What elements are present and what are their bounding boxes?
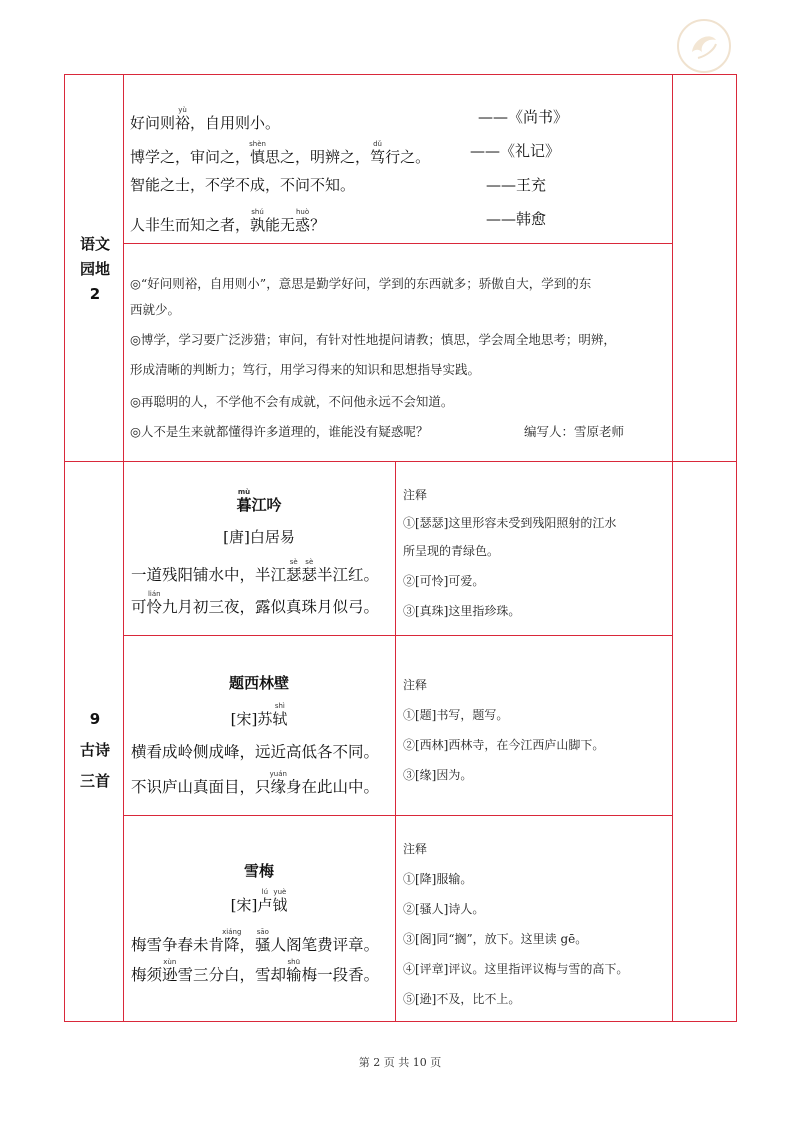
grid-line — [123, 243, 672, 244]
grid-line — [395, 461, 396, 1021]
poem-line: 横看成岭侧成峰，远近高低各不同。 — [131, 743, 380, 761]
annotated-char: 惑huò — [295, 208, 311, 234]
pinyin-annotation: huò — [295, 208, 311, 216]
poem-line: 可怜lián九月初三夜，露似真珠月似弓。 — [131, 590, 380, 616]
note-item: ①[降]服输。 — [403, 872, 473, 886]
pinyin-annotation: xiáng — [222, 928, 242, 936]
pinyin-annotation: mù — [236, 488, 252, 496]
annotated-char: 钺yuè — [272, 888, 288, 914]
unit-label-line: 9 — [89, 710, 101, 728]
annotated-char: 输shū — [286, 958, 302, 984]
annotated-char: 缘yuán — [269, 770, 287, 796]
poem-title: 题西林壁 — [228, 674, 289, 692]
note-item: 所呈现的青绿色。 — [403, 544, 500, 558]
pinyin-annotation: yù — [175, 106, 191, 114]
explanation-line: ◎“好问则裕，自用则小”，意思是勤学好问，学到的东西就多；骄傲自大，学到的东 — [130, 276, 592, 291]
annotated-char: 卢lú — [257, 888, 273, 914]
explanation-line: ◎博学，学习要广泛涉猎；审问，有针对性地提问请教；慎思，学会周全地思考；明辨， — [130, 332, 616, 347]
unit-label-gushisanshou — [66, 704, 124, 797]
annotated-char: 骚sāo — [255, 928, 271, 954]
quote-line: 博学之，审问之，慎shèn思之，明辨之，笃dǔ行之。 — [130, 140, 431, 166]
pinyin-annotation: shèn — [249, 140, 266, 148]
annotated-char: 裕yù — [175, 106, 191, 132]
unit-label-line: 2 — [89, 285, 101, 303]
pinyin-annotation: yuè — [272, 888, 288, 896]
unit-label-line: 三首 — [79, 772, 110, 790]
annotated-char: 降xiáng — [222, 928, 242, 954]
unit-label-line: 语文 — [79, 235, 110, 253]
note-item: ②[骚人]诗人。 — [403, 902, 485, 916]
note-item: ②[西林]西林寺，在今江西庐山脚下。 — [403, 738, 605, 752]
page-number-footer: 第 2 页 共 10 页 — [358, 1056, 442, 1069]
grid-line — [123, 635, 672, 636]
unit-label-yuwenyuandi — [66, 232, 124, 307]
pinyin-annotation: dǔ — [370, 140, 386, 148]
annotated-char: 慎shèn — [249, 140, 266, 166]
pinyin-annotation: yuán — [269, 770, 287, 778]
annotated-char: 逊xùn — [162, 958, 178, 984]
poem-title: 雪梅 — [243, 862, 274, 880]
unit-label-line: 古诗 — [79, 741, 110, 759]
grid-line — [123, 815, 672, 816]
note-item: ③[缘]因为。 — [403, 768, 473, 782]
editor-credit: 编写人：雪原老师 — [524, 424, 625, 439]
annotated-char: 笃dǔ — [370, 140, 386, 166]
note-item: ④[评章]评议。这里指评议梅与雪的高下。 — [403, 962, 629, 976]
annotated-char: 暮mù — [236, 488, 252, 514]
quote-source: ——王充 — [486, 176, 547, 194]
poem-line: 不识庐山真面目，只缘yuán身在此山中。 — [131, 770, 380, 796]
notes-title: 注释 — [403, 678, 428, 692]
pinyin-annotation: shì — [272, 702, 288, 710]
explanation-line: 西就少。 — [130, 302, 181, 317]
pinyin-annotation: sāo — [255, 928, 271, 936]
quote-source: ——韩愈 — [486, 210, 547, 228]
grid-line — [672, 75, 673, 1021]
explanation-line: ◎再聪明的人，不学他不会有成就，不问他永远不会知道。 — [130, 394, 454, 409]
poem-author: [宋]卢lú钺yuè — [230, 888, 288, 914]
annotated-char: 怜lián — [146, 590, 163, 616]
explanation-line: 形成清晰的判断力；笃行，用学习得来的知识和思想指导实践。 — [130, 362, 481, 377]
quote-source: ——《尚书》 — [478, 108, 569, 126]
note-item: ③[真珠]这里指珍珠。 — [403, 604, 521, 618]
annotated-char: 瑟sè — [286, 558, 302, 584]
quote-line: 好问则裕yù，自用则小。 — [130, 106, 281, 132]
notes-title: 注释 — [403, 488, 428, 502]
watermark-logo-icon — [676, 18, 732, 74]
poem-line: 梅须逊xùn雪三分白，雪却输shū梅一段香。 — [131, 958, 380, 984]
pinyin-annotation: lú — [257, 888, 273, 896]
pinyin-annotation: sè — [301, 558, 318, 566]
pinyin-annotation: shū — [286, 958, 302, 966]
poem-author: [宋]苏轼shì — [230, 702, 288, 728]
quote-source: ——《礼记》 — [470, 142, 561, 160]
poem-title: 暮mù江吟 — [236, 488, 282, 514]
grid-line — [65, 461, 736, 462]
quote-line: 智能之士，不学不成，不问不知。 — [130, 176, 356, 194]
annotated-char: 瑟sè — [301, 558, 318, 584]
pinyin-annotation: lián — [146, 590, 163, 598]
quote-line: 人非生而知之者，孰shú能无惑huò？ — [130, 208, 326, 234]
poem-line: 梅雪争春未肯降xiáng，骚sāo人阁笔费评章。 — [131, 928, 380, 954]
note-item: ③[阁]同“搁”，放下。这里读 gē。 — [403, 932, 588, 946]
poem-line: 一道残阳铺水中，半江瑟sè瑟sè半江红。 — [131, 558, 380, 584]
pinyin-annotation: xùn — [162, 958, 178, 966]
pinyin-annotation: shú — [250, 208, 266, 216]
annotated-char: 孰shú — [250, 208, 266, 234]
explanation-line: ◎人不是生来就都懂得许多道理的，谁能没有疑惑呢？ — [130, 424, 429, 439]
poem-author: [唐]白居易 — [223, 528, 295, 546]
note-item: ⑤[逊]不及，比不上。 — [403, 992, 521, 1006]
note-item: ①[瑟瑟]这里形容未受到残阳照射的江水 — [403, 516, 617, 530]
annotated-char: 轼shì — [272, 702, 288, 728]
note-item: ①[题]书写，题写。 — [403, 708, 509, 722]
unit-label-line: 园地 — [79, 260, 110, 278]
note-item: ②[可怜]可爱。 — [403, 574, 485, 588]
pinyin-annotation: sè — [286, 558, 302, 566]
notes-title: 注释 — [403, 842, 428, 856]
